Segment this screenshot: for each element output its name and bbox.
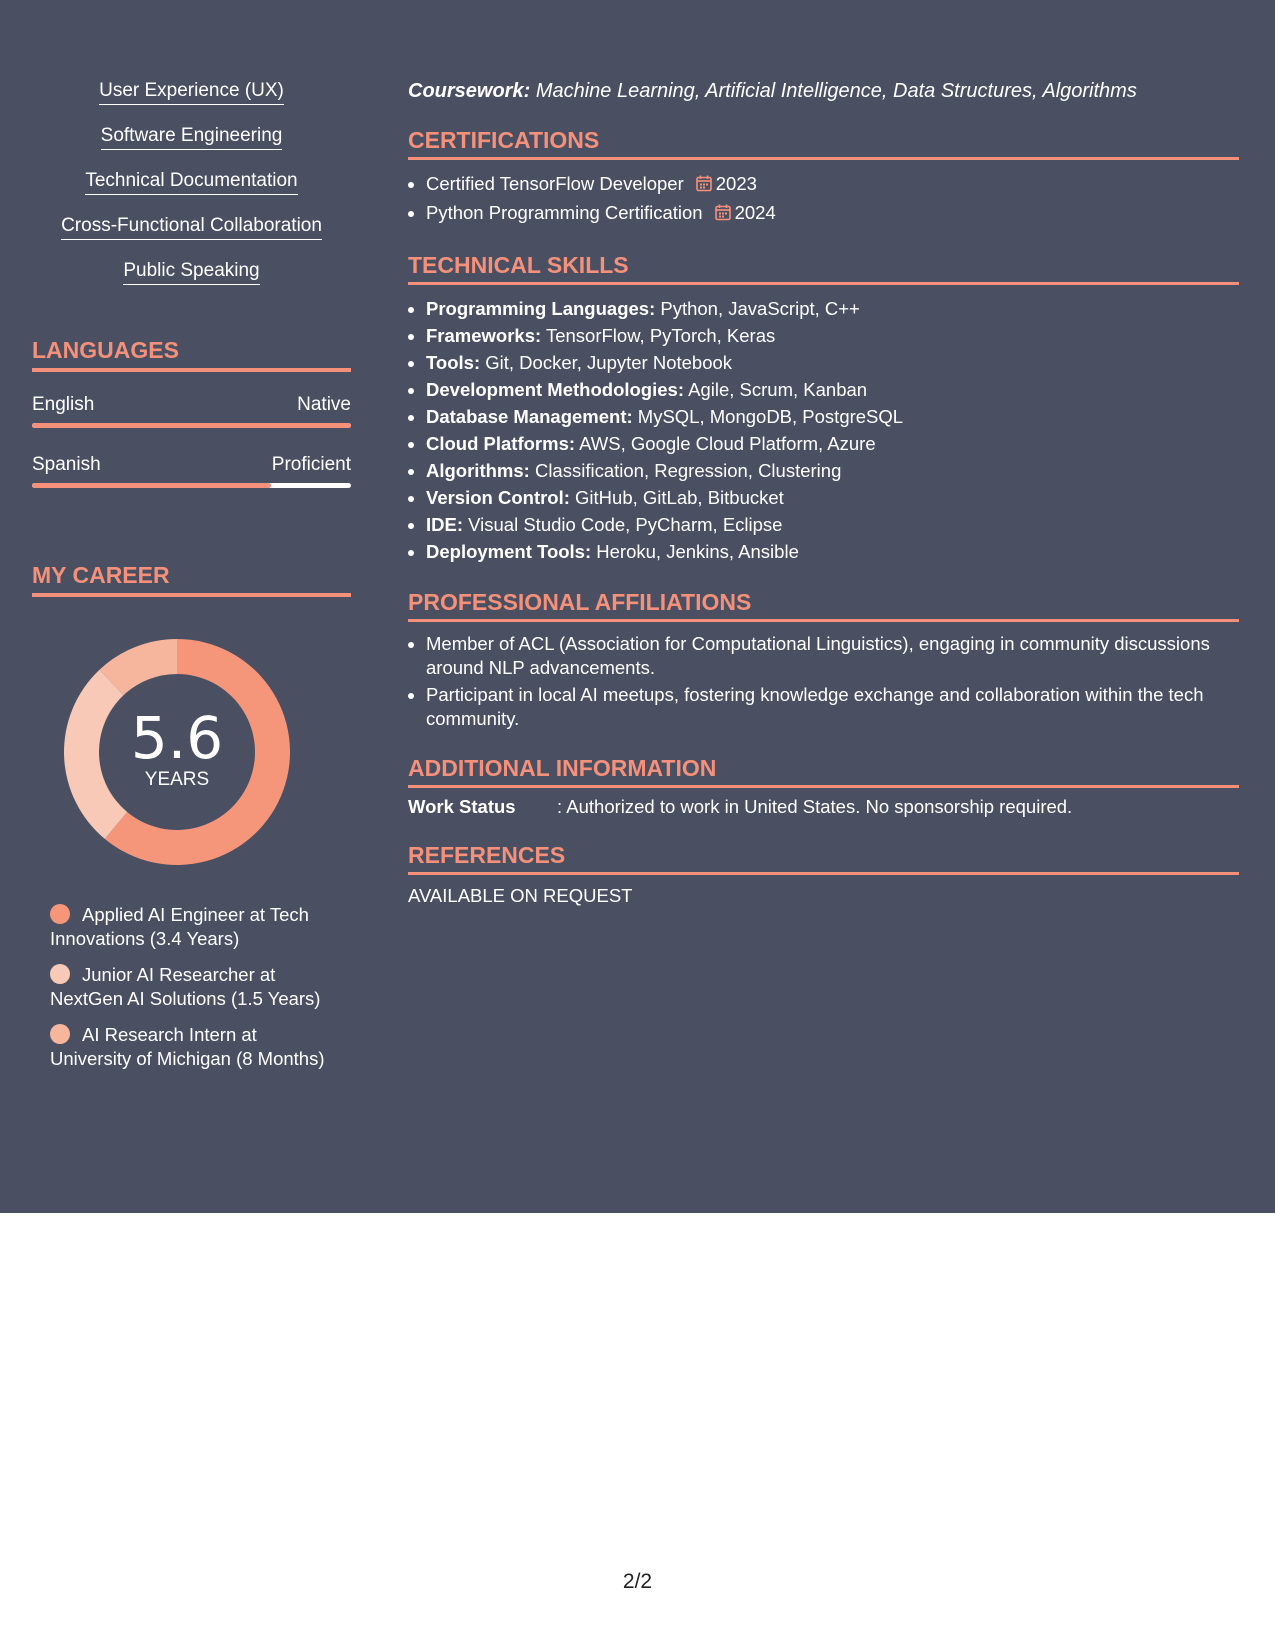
language-name: English (32, 394, 95, 415)
skill-tag-link[interactable]: User Experience (UX) (99, 80, 284, 105)
skill-tag-item (32, 260, 351, 287)
career-legend-item (50, 903, 340, 951)
certification-year: 2023 (715, 173, 757, 194)
skill-item (426, 457, 1239, 484)
skill-values: Heroku, Jenkins, Ansible (596, 541, 799, 562)
language-row (32, 394, 351, 416)
skill-item (426, 538, 1239, 565)
certification-name: Python Programming Certification (426, 202, 703, 223)
affiliations-heading: PROFESSIONAL AFFILIATIONS (408, 589, 1239, 622)
legend-dot-icon (50, 964, 70, 984)
career-legend-label: AI Research Intern at University of Michigan (8 Months) (50, 1024, 325, 1069)
skill-category: IDE: (426, 514, 463, 535)
skill-values: Python, JavaScript, C++ (660, 298, 860, 319)
skill-tag-link[interactable]: Software Engineering (101, 125, 283, 150)
coursework-line (408, 80, 1239, 103)
language-name: Spanish (32, 454, 101, 475)
career-legend-item (50, 1023, 340, 1071)
skill-category: Algorithms: (426, 460, 530, 481)
page-number: 2/2 (622, 1570, 653, 1593)
skill-item (426, 511, 1239, 538)
language-row (32, 454, 351, 476)
career-total-years: 5.6 (130, 704, 224, 772)
language-proficiency-bar (32, 483, 351, 488)
skill-category: Deployment Tools: (426, 541, 592, 562)
skill-item (426, 322, 1239, 349)
skill-item (426, 430, 1239, 457)
skill-category: Tools: (426, 352, 481, 373)
career-legend-item (50, 963, 340, 1011)
skill-tag-link[interactable]: Cross-Functional Collaboration (61, 215, 322, 240)
language-proficiency-fill (32, 423, 351, 428)
skill-item (426, 349, 1239, 376)
skill-category: Cloud Platforms: (426, 433, 576, 454)
work-status-value: : Authorized to work in United States. No sponsorship required. (557, 796, 1073, 817)
language-english (32, 394, 351, 428)
skill-values: Visual Studio Code, PyCharm, Eclipse (468, 514, 783, 535)
additional-info-heading: ADDITIONAL INFORMATION (408, 755, 1239, 788)
skill-values: TensorFlow, PyTorch, Keras (545, 325, 776, 346)
skill-category: Development Methodologies: (426, 379, 684, 400)
certification-item (426, 170, 1239, 199)
affiliation-item: • Participant in local AI meetups, fostering knowledge exchange and collaboration within the tech community. (426, 683, 1239, 731)
language-proficiency-fill (32, 483, 271, 488)
skill-values: Git, Docker, Jupyter Notebook (485, 352, 733, 373)
work-status-label: Work Status (408, 796, 516, 817)
language-level: Proficient (271, 454, 351, 475)
sidebar (32, 80, 351, 1083)
skill-item (426, 376, 1239, 403)
work-status-row (408, 796, 1239, 818)
affiliation-item: • Member of ACL (Association for Computational Linguistics), engaging in community discussions around NLP advancements. (426, 632, 1239, 680)
skill-tag-item (32, 125, 351, 152)
technical-skills-heading: TECHNICAL SKILLS (408, 252, 1239, 285)
coursework-label: Coursework: (408, 80, 531, 102)
career-heading: MY CAREER (32, 562, 351, 597)
skill-values: Classification, Regression, Clustering (534, 460, 842, 481)
certifications-heading: CERTIFICATIONS (408, 127, 1239, 160)
skill-values: Agile, Scrum, Kanban (688, 379, 868, 400)
skill-item (426, 295, 1239, 322)
skill-tag-link[interactable]: Technical Documentation (85, 170, 297, 195)
skill-values: AWS, Google Cloud Platform, Azure (579, 433, 876, 454)
certification-year: 2024 (734, 202, 776, 223)
skill-tag-link[interactable]: Public Speaking (123, 260, 259, 285)
references-heading: REFERENCES (408, 842, 1239, 875)
skill-tag-item (32, 215, 351, 242)
references-text: AVAILABLE ON REQUEST (408, 885, 633, 906)
language-level: Native (297, 394, 351, 415)
technical-skills-list (408, 295, 1239, 565)
skill-category: Version Control: (426, 487, 570, 508)
certification-name: Certified TensorFlow Developer (426, 173, 684, 194)
skill-tag-item (32, 170, 351, 197)
skill-category: Database Management: (426, 406, 633, 427)
certification-item (426, 199, 1239, 228)
skill-values: GitHub, GitLab, Bitbucket (575, 487, 784, 508)
main-content (408, 80, 1239, 907)
languages-heading: LANGUAGES (32, 337, 351, 372)
career-donut-chart (62, 637, 292, 867)
coursework-value: Machine Learning, Artificial Intelligence, Data Structures, Algorithms (535, 80, 1137, 102)
language-spanish (32, 454, 351, 488)
career-legend-label: Junior AI Researcher at NextGen AI Solutions (1.5 Years) (50, 964, 321, 1009)
calendar-icon (715, 201, 731, 228)
donut-center (62, 704, 292, 791)
legend-dot-icon (50, 904, 70, 924)
language-proficiency-bar (32, 423, 351, 428)
career-total-unit: YEARS (144, 769, 210, 790)
skill-tags (32, 80, 351, 287)
certifications-list (408, 170, 1239, 228)
career-legend (50, 903, 340, 1071)
skill-category: Frameworks: (426, 325, 542, 346)
calendar-icon (696, 172, 712, 199)
skill-category: Programming Languages: (426, 298, 656, 319)
skill-item (426, 403, 1239, 430)
affiliations-list (408, 632, 1239, 731)
skill-item (426, 484, 1239, 511)
skill-values: MySQL, MongoDB, PostgreSQL (637, 406, 904, 427)
career-legend-label: Applied AI Engineer at Tech Innovations (3.4 Years) (50, 904, 309, 949)
legend-dot-icon (50, 1024, 70, 1044)
skill-tag-item (32, 80, 351, 107)
